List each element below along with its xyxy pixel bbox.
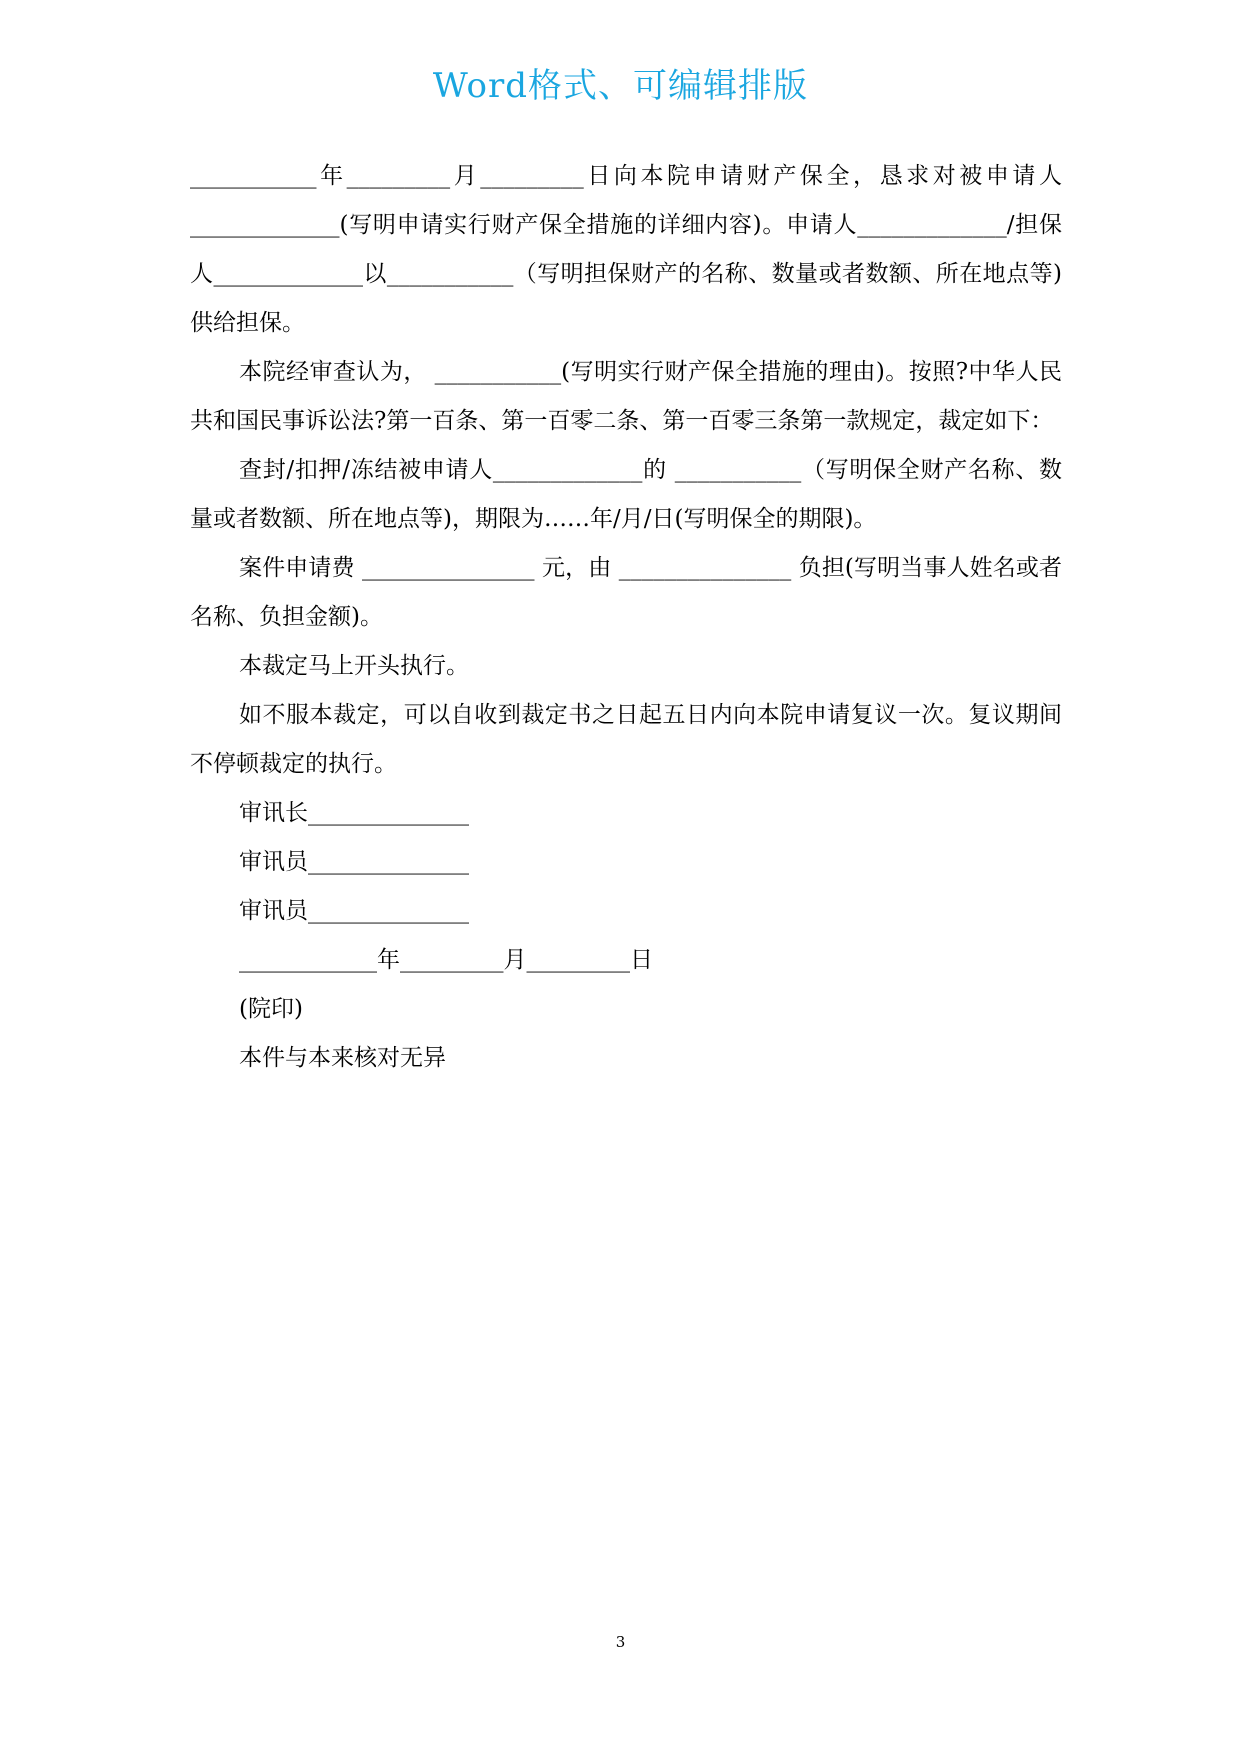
paragraph-court-review: 本院经审查认为， ___________(写明实行财产保全措施的理由)。按照?中华人民共和国民事诉讼法?第一百条、第一百零二条、第一百零三条第一款规定，裁定如下： xyxy=(190,359,1062,434)
paragraph-application-fee: 案件申请费 _______________ 元，由 _______________ 负担(写明当事人姓名或者名称、负担金额)。 xyxy=(190,555,1062,630)
paragraph-immediate-execution: 本裁定马上开头执行。 xyxy=(239,653,469,679)
verification-note: 本件与本来核对无异 xyxy=(239,1045,446,1071)
paragraph-reconsideration: 如不服本裁定，可以自收到裁定书之日起五日内向本院申请复议一次。复议期间不停顿裁定的执行。 xyxy=(190,702,1062,777)
paragraph-seizure-order: 查封/扣押/冻结被申请人_____________的 ___________（写明保全财产名称、数量或者数额、所在地点等)，期限为……年/月/日(写明保全的期限)。 xyxy=(190,457,1062,532)
document-body xyxy=(190,152,1062,1083)
paragraph-application: ___________年_________月_________日向本院申请财产保全，恳求对被申请人_____________(写明申请实行财产保全措施的详细内容)。申请人_____________/担保人_____________以___________（写明担保财产的名称、数量或者数额、所在地点等)供给担保。 xyxy=(190,163,1062,336)
signature-presiding-judge: 审讯长______________ xyxy=(239,800,469,826)
court-seal-note: (院印) xyxy=(239,996,303,1022)
signature-date: ____________年_________月_________日 xyxy=(239,947,653,973)
page-number: 3 xyxy=(615,1633,626,1651)
page-header-title: Word格式、可编辑排版 xyxy=(432,66,809,106)
signature-judge-1: 审讯员______________ xyxy=(239,849,469,875)
signature-judge-2: 审讯员______________ xyxy=(239,898,469,924)
